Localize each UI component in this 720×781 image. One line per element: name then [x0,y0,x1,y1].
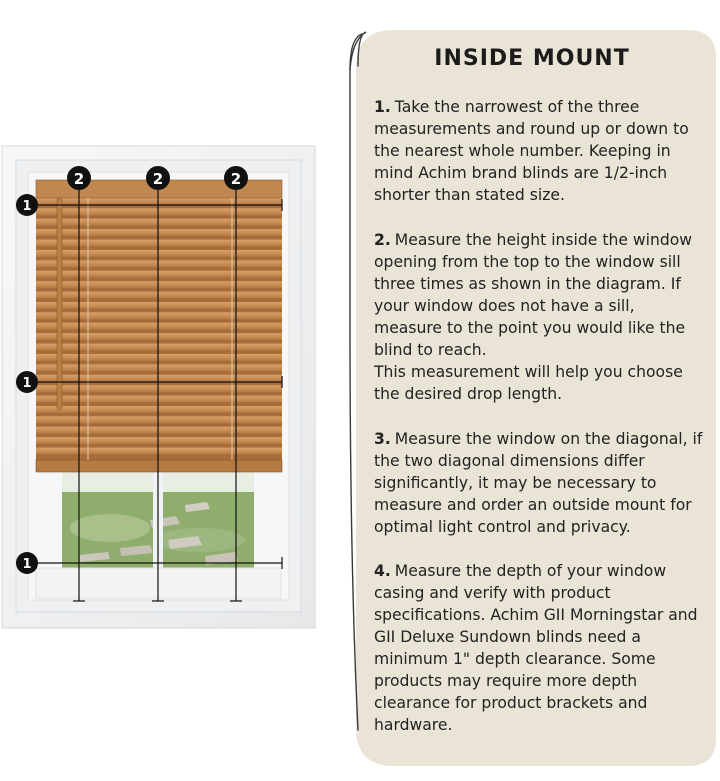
svg-text:1: 1 [22,557,32,572]
step-number: 2. [374,231,391,249]
instruction-step-1 [374,96,706,206]
svg-text:2: 2 [230,170,242,188]
blind-slat [36,427,282,436]
svg-text:2: 2 [73,170,85,188]
blind-slat [36,229,282,238]
step-number: 4. [374,562,391,580]
svg-text:1: 1 [22,199,32,214]
instruction-card [344,26,720,770]
step-number: 1. [374,98,391,116]
blind-slat [36,281,282,290]
height-marker-left [67,166,91,190]
blind-slat [36,292,282,301]
svg-text:1: 1 [22,376,32,391]
blind-slat [36,416,282,425]
blind-slat [36,302,282,311]
step-text: Measure the depth of your window casing and verify with product specifications. Achim GII Morningstar and GII Deluxe Sundown blinds need a minimum 1" depth clearance. Some products may require more depth clearance for product brackets and hardware. [374,562,698,734]
blind-slat [36,250,282,259]
blind-slats [36,198,282,456]
blind-slat [36,364,282,373]
blind-slat [36,385,282,394]
blind-slat [36,271,282,280]
svg-text:2: 2 [152,170,164,188]
blind-slat [36,406,282,415]
measurement-diagram [0,0,330,781]
width-marker-bottom [16,552,38,574]
blind-slat [36,312,282,321]
step-text: Take the narrowest of the three measurements and round up or down to the nearest whole number. Keeping in mind Achim brand blinds are 1/2-inch shorter than stated size. [374,98,689,204]
blind-slat [36,323,282,332]
instruction-step-3 [374,428,706,538]
blind-slat [36,448,282,457]
height-marker-center [146,166,170,190]
step-number: 3. [374,430,391,448]
instruction-step-2 [374,229,706,405]
card-title: INSIDE MOUNT [434,46,630,71]
step-note: This measurement will help you choose the desired drop length. [374,363,683,403]
height-marker-right [224,166,248,190]
blind-slat [36,437,282,446]
blind-slat [36,260,282,269]
blind-slat [36,396,282,405]
blind-slat [36,354,282,363]
blind-slat [36,333,282,342]
step-text: Measure the window on the diagonal, if the two diagonal dimensions differ significantly, it may be necessary to measure and order an outside mount for optimal light control and privacy. [374,430,703,536]
blind-slat [36,208,282,217]
blind-slat [36,240,282,249]
instruction-step-4 [374,560,706,736]
blind-slat [36,219,282,228]
width-marker-top [16,194,38,216]
blind [36,180,282,472]
blind-slat [36,344,282,353]
step-text: Measure the height inside the window opening from the top to the window sill three times as shown in the diagram. If your window does not have a sill, measure to the point you would like the blind to reach. [374,231,693,359]
width-marker-middle [16,371,38,393]
